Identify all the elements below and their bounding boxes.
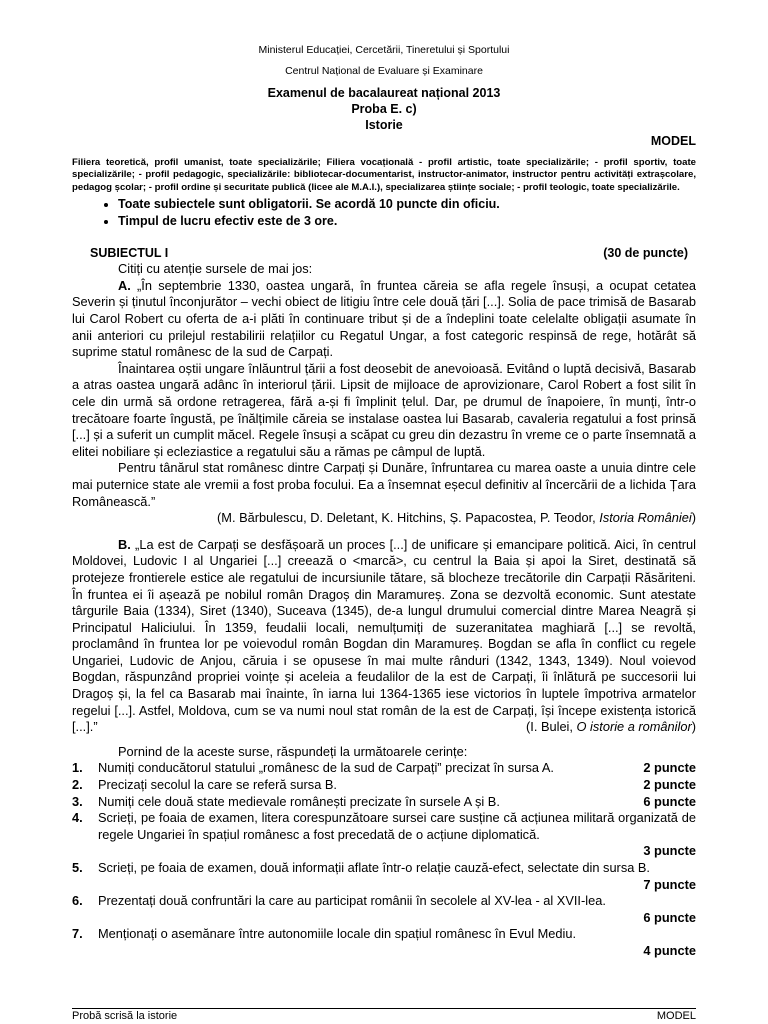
question-text: Scrieți, pe foaia de examen, două informații aflate într-o relație cauză-efect, selectate din sursa B. [98,860,650,875]
source-a-label: A. [118,277,131,293]
question-6 [72,893,696,910]
question-number: 1. [72,760,83,776]
question-number: 7. [72,926,83,942]
question-number: 4. [72,810,83,826]
rule-item: • Toate subiectele sunt obligatorii. Se acordă 10 puncte din oficiu. [118,196,696,213]
rules-list [72,196,696,230]
question-text: Numiți conducătorul statului „românesc de la sud de Carpați” precizat în sursa A. [98,760,554,776]
question-points: 4 puncte [643,942,696,958]
question-number: 2. [72,777,83,793]
question-points: 3 puncte [643,843,696,859]
center-header: Centrul Național de Evaluare și Examinare [285,65,483,77]
citation-work: Istoria României [599,510,692,526]
filiera-text: Filiera teoretică, profil umanist, toate specializările; Filiera vocațională - profil artistic, toate specializările; - profil sportiv, toate specializările; - profil pedagogic, specializările: bibliotecar-documentarist, instructor-animator, instructor pentru activități extrașcolare, pedagog școlar; - profil ordine și securitate publică (licee ale M.A.I.), specializarea științe sociale; - profil teologic, toate specializările. [72,157,696,193]
question-1 [72,760,696,777]
source-b-paragraph [72,537,696,736]
question-text: Precizați secolul la care se referă sursa B. [98,777,337,793]
subject-label: SUBIECTUL I [90,246,169,261]
question-points: 6 puncte [643,793,696,809]
source-b-label: B. [118,536,131,552]
model-label: MODEL [650,134,696,148]
footer-left: Probă scrisă la istorie [72,1010,178,1022]
exam-title: Examenul de bacalaureat național 2013 [267,86,501,100]
task-intro: Pornind de la aceste surse, răspundeți la următoarele cerințe: [118,743,468,759]
question-text: Scrieți, pe foaia de examen, litera corespunzătoare sursei care susține că acțiunea militară organizată de regele Ungariei în spațiul românesc a fost precedată de o acțiune diplomatică. [98,810,696,842]
question-5 [72,860,696,877]
question-points: 2 puncte [643,777,696,793]
rule-item: • Timpul de lucru efectiv este de 3 ore. [118,213,696,230]
page-footer [72,1008,696,1022]
citation-work: O istorie a românilor [576,719,692,735]
question-text: Prezentați două confruntări la care au participat românii în secolele al XV-lea - al XVII-lea. [98,893,606,909]
document-page [72,0,696,1024]
source-a-paragraph-1 [72,278,696,361]
question-text: Numiți cele două state medievale românești precizate în sursele A și B. [98,793,500,809]
ministry-header: Ministerul Educației, Cercetării, Tineretului și Sportului [258,44,510,56]
source-b-text: „La est de Carpați se desfășoară un proces [...] de unificare și emancipare politică. Aici, în centrul Moldovei, Ludovic I al Ungariei [...] creează o <marcă>, cu centrul la Baia și apoi la Siret, destinată să protejeze frontierele estice ale regatului de incursiunile tătare, să blocheze trecătorile din Carpații Răsăriteni. În fruntea ei îi așează pe nobilul român Dragoș din Maramureș. Zona se dezvoltă economic. Sunt atestate târgurile Baia (1334), Siret (1340), Suceava (1345), de-a lungul drumului comercial dintre Marea Neagră și Principatul Haliciului. În 1359, feudalii locali, nemulțumiți de suzeranitatea maghiară [...] se revoltă, proclamând în fruntea lor pe voievodul român Bogdan din Maramureș. Bogdan se afla în conflict cu regele Ungariei, Ludovic de Anjou, căruia i se opusese în mai multe rânduri (1342, 1343, 1349). Noul voievod Bogdan, răspunzând propriei voințe și aceleia a feudalilor de la est de Carpați, îi înlătură pe succesorii lui Dragoș și, la fel ca Basarab mai înainte, în iarna lui 1364-1365 iese victorios în luptele împotriva armatelor regelui [...]. Astfel, Moldova, cum se va numi noul stat român de la est de Carpați, își începe existența istorică [...].” [72,536,696,735]
question-points: 6 puncte [643,909,696,925]
question-7 [72,926,696,943]
source-a-paragraph-3: Pentru tânărul stat românesc dintre Carpați și Dunăre, înfruntarea cu marea oaste a unuia dintre cele mai puternice state ale vremii a fost proba focului. Ea a însemnat eșecul definitiv al încercării de a lichida Țara Românească.” [72,460,696,509]
question-number: 3. [72,793,83,809]
exam-subject: Istorie [365,118,403,132]
exam-proba: Proba E. c) [351,102,417,116]
sources-intro: Citiți cu atenție sursele de mai jos: [118,261,313,277]
question-points: 7 puncte [643,876,696,892]
question-points: 2 puncte [643,760,696,776]
subject-points: (30 de puncte) [603,246,688,261]
source-a-text-1: „În septembrie 1330, oastea ungară, în fruntea căreia se afla regele însuși, a ocupat cetatea Severin și ținutul înconjurător – vechi obiect de litigiu între cele două țări [...]. Solia de pace trimisă de Basarab lui Carol Robert cu oferta de a-i plăti în continuare tribut și de a îndeplini toate celelalte obligații asumate în anii anteriori cu prilejul restabilirii relațiilor cu Regatul Ungar, a fost categoric respinsă de rege, hotărât să suprime statul românesc de la sud de Carpați. [72,277,696,360]
source-b-citation [480,719,696,736]
citation-end: ) [691,719,696,735]
citation-authors: (M. Bărbulescu, D. Deletant, K. Hitchins, Ș. Papacostea, P. Teodor, [217,510,600,526]
question-text: Menționați o asemănare între autonomiile locale din spațiul românesc în Evul Mediu. [98,926,577,942]
footer-right: MODEL [656,1010,696,1022]
question-number: 6. [72,893,83,909]
source-a-citation [72,510,696,527]
subject-heading [72,246,696,261]
citation-end: ) [691,510,696,526]
question-2 [72,777,696,794]
question-4 [72,810,696,843]
question-3 [72,794,696,811]
question-number: 5. [72,860,83,875]
source-a-paragraph-2: Înaintarea oștii ungare înlăuntrul țării a fost deosebit de anevoioasă. Evitând o luptă decisivă, Basarab a atras oastea ungară adânc în interiorul țării. Lipsit de mijloace de aprovizionare, Carol Robert a fost silit în cele din urmă să ordone retragerea, fără a-și fi împlinit țelul. Dar, pe drumul de înapoiere, în munți, într-o trecătoare foarte îngustă, pe înălțimile căreia se instalase oastea lui Basarab, cavaleria regatului a fost prinsă [...] și a suferit un cumplit măcel. Regele însuși a scăpat cu greu din dezastru în vreme ce o parte însemnată a elitei nobiliare și ecleziastice a regatului său a rămas pe câmpul de luptă. [72,360,696,459]
citation-authors: (I. Bulei, [526,719,577,735]
